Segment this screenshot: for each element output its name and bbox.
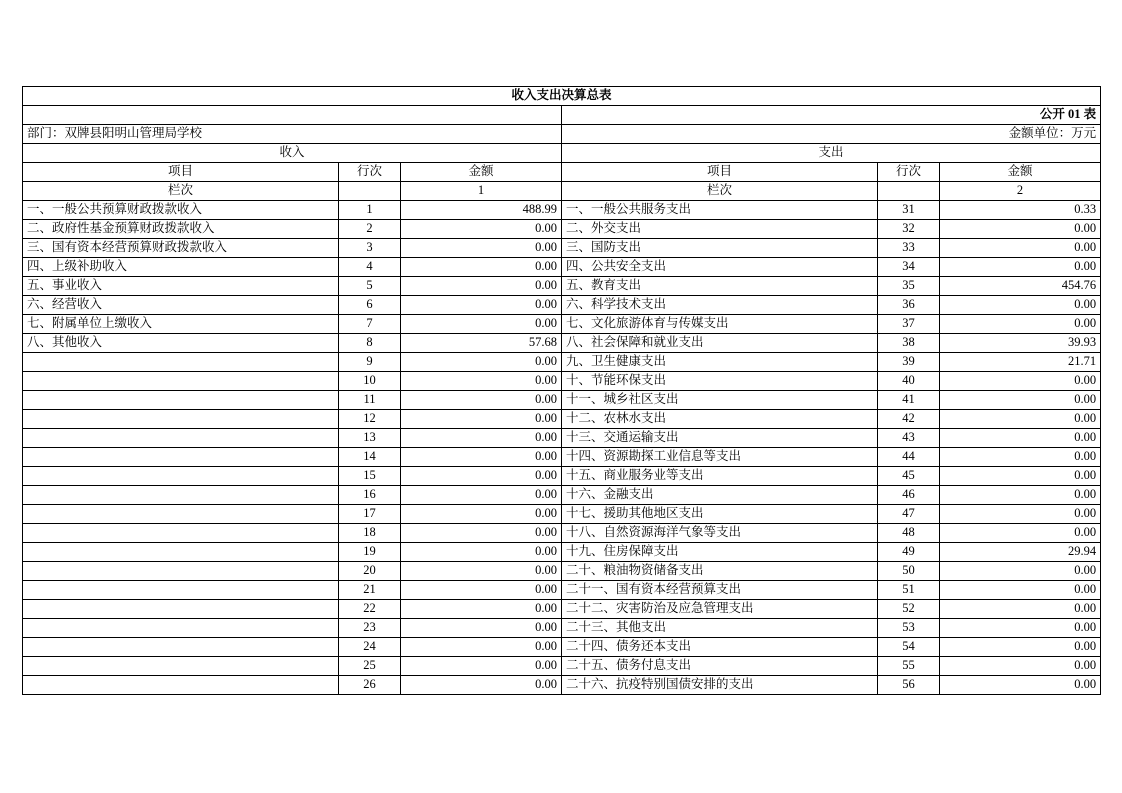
income-item-cell: 六、经营收入	[23, 296, 339, 315]
expense-rowno-cell: 45	[878, 467, 940, 486]
income-amount-cell: 0.00	[401, 600, 562, 619]
department-label: 部门：双牌县阳明山管理局学校	[23, 125, 562, 144]
table-row	[23, 448, 1101, 467]
income-rowno-cell: 2	[339, 220, 401, 239]
income-amount-cell: 0.00	[401, 657, 562, 676]
report-page	[22, 86, 1100, 695]
expense-item-cell: 九、卫生健康支出	[562, 353, 878, 372]
expense-amount-cell: 0.00	[940, 562, 1101, 581]
table-row	[23, 429, 1101, 448]
income-rowno-cell: 15	[339, 467, 401, 486]
expense-amount-cell: 29.94	[940, 543, 1101, 562]
income-item-cell	[23, 581, 339, 600]
income-amount-cell: 0.00	[401, 410, 562, 429]
expense-item-cell: 八、社会保障和就业支出	[562, 334, 878, 353]
expense-item-cell: 十五、商业服务业等支出	[562, 467, 878, 486]
expense-amount-cell: 0.00	[940, 638, 1101, 657]
expense-item-cell: 十、节能环保支出	[562, 372, 878, 391]
income-rowno-cell: 24	[339, 638, 401, 657]
table-row	[23, 239, 1101, 258]
expense-item-cell: 三、国防支出	[562, 239, 878, 258]
expense-rowno-cell: 53	[878, 619, 940, 638]
table-row	[23, 391, 1101, 410]
expense-amount-cell: 0.00	[940, 467, 1101, 486]
expense-rowno-cell: 46	[878, 486, 940, 505]
expense-rowno-cell: 42	[878, 410, 940, 429]
table-row	[23, 201, 1101, 220]
expense-rowno-cell: 31	[878, 201, 940, 220]
expense-rowno-cell: 54	[878, 638, 940, 657]
income-amount-cell: 0.00	[401, 220, 562, 239]
income-amount-cell: 0.00	[401, 239, 562, 258]
income-amount-cell: 0.00	[401, 315, 562, 334]
income-item-cell: 四、上级补助收入	[23, 258, 339, 277]
table-row	[23, 638, 1101, 657]
income-item-cell	[23, 562, 339, 581]
expense-rowno-cell: 44	[878, 448, 940, 467]
public-table-no: 公开 01 表	[562, 106, 1101, 125]
expense-amount-cell: 0.00	[940, 505, 1101, 524]
expense-rowno-cell: 52	[878, 600, 940, 619]
income-rowno-cell: 13	[339, 429, 401, 448]
income-rowno-cell: 3	[339, 239, 401, 258]
income-item-cell	[23, 638, 339, 657]
income-group-header: 收入	[23, 144, 562, 163]
table-row	[23, 334, 1101, 353]
expense-rowno-cell: 40	[878, 372, 940, 391]
expense-amount-cell: 0.00	[940, 581, 1101, 600]
income-amount-cell: 0.00	[401, 676, 562, 695]
expense-rowno-cell: 47	[878, 505, 940, 524]
expense-amount-cell: 0.00	[940, 258, 1101, 277]
income-item-cell	[23, 543, 339, 562]
income-rowno-cell: 17	[339, 505, 401, 524]
income-item-cell	[23, 619, 339, 638]
expense-amount-cell: 0.00	[940, 391, 1101, 410]
expense-amount-cell: 0.33	[940, 201, 1101, 220]
expense-rowno-cell: 35	[878, 277, 940, 296]
table-row	[23, 600, 1101, 619]
title-row	[23, 87, 1101, 106]
income-rowno-header: 行次	[339, 163, 401, 182]
income-item-cell: 一、一般公共预算财政拨款收入	[23, 201, 339, 220]
income-rowno-cell: 1	[339, 201, 401, 220]
income-amount-cell: 0.00	[401, 581, 562, 600]
expense-rowno-cell: 33	[878, 239, 940, 258]
expense-item-cell: 十八、自然资源海洋气象等支出	[562, 524, 878, 543]
dept-unit-row	[23, 125, 1101, 144]
income-amount-cell: 0.00	[401, 353, 562, 372]
expense-rowno-header: 行次	[878, 163, 940, 182]
expense-item-cell: 十六、金融支出	[562, 486, 878, 505]
expense-item-cell: 七、文化旅游体育与传媒支出	[562, 315, 878, 334]
table-row	[23, 657, 1101, 676]
income-rowno-cell: 12	[339, 410, 401, 429]
income-item-cell	[23, 448, 339, 467]
page-title: 收入支出决算总表	[23, 87, 1101, 106]
expense-rowno-cell: 56	[878, 676, 940, 695]
table-row	[23, 353, 1101, 372]
income-item-cell: 八、其他收入	[23, 334, 339, 353]
expense-amount-header: 金额	[940, 163, 1101, 182]
expense-column-label: 栏次	[562, 182, 878, 201]
expense-rowno-cell: 39	[878, 353, 940, 372]
income-rowno-cell: 18	[339, 524, 401, 543]
expense-amount-cell: 21.71	[940, 353, 1101, 372]
expense-amount-cell: 0.00	[940, 486, 1101, 505]
expense-rowno-cell: 34	[878, 258, 940, 277]
income-amount-cell: 0.00	[401, 562, 562, 581]
table-row	[23, 220, 1101, 239]
table-row	[23, 410, 1101, 429]
income-item-cell	[23, 353, 339, 372]
income-rowno-cell: 16	[339, 486, 401, 505]
table-row	[23, 296, 1101, 315]
expense-amount-cell: 0.00	[940, 600, 1101, 619]
income-colno-blank	[339, 182, 401, 201]
expense-rowno-cell: 36	[878, 296, 940, 315]
income-rowno-cell: 6	[339, 296, 401, 315]
column-no-row	[23, 182, 1101, 201]
table-row	[23, 562, 1101, 581]
expense-item-cell: 二十、粮油物资储备支出	[562, 562, 878, 581]
income-amount-cell: 0.00	[401, 448, 562, 467]
income-amount-cell: 0.00	[401, 486, 562, 505]
income-item-cell: 三、国有资本经营预算财政拨款收入	[23, 239, 339, 258]
expense-group-header: 支出	[562, 144, 1101, 163]
expense-item-cell: 二十二、灾害防治及应急管理支出	[562, 600, 878, 619]
table-row	[23, 372, 1101, 391]
income-rowno-cell: 10	[339, 372, 401, 391]
expense-rowno-cell: 37	[878, 315, 940, 334]
table-row	[23, 315, 1101, 334]
expense-item-cell: 六、科学技术支出	[562, 296, 878, 315]
expense-item-cell: 二十一、国有资本经营预算支出	[562, 581, 878, 600]
expense-item-cell: 二十五、债务付息支出	[562, 657, 878, 676]
income-item-cell	[23, 657, 339, 676]
expense-amount-cell: 0.00	[940, 410, 1101, 429]
expense-item-cell: 二十三、其他支出	[562, 619, 878, 638]
expense-item-cell: 二、外交支出	[562, 220, 878, 239]
income-amount-cell: 0.00	[401, 277, 562, 296]
income-item-cell: 七、附属单位上缴收入	[23, 315, 339, 334]
group-header-row	[23, 144, 1101, 163]
income-rowno-cell: 23	[339, 619, 401, 638]
income-rowno-cell: 5	[339, 277, 401, 296]
income-rowno-cell: 19	[339, 543, 401, 562]
income-amount-header: 金额	[401, 163, 562, 182]
income-rowno-cell: 22	[339, 600, 401, 619]
income-amount-cell: 0.00	[401, 258, 562, 277]
expense-item-cell: 十二、农林水支出	[562, 410, 878, 429]
income-rowno-cell: 14	[339, 448, 401, 467]
expense-item-cell: 十四、资源勘探工业信息等支出	[562, 448, 878, 467]
expense-rowno-cell: 43	[878, 429, 940, 448]
income-column-no: 1	[401, 182, 562, 201]
expense-colno-blank	[878, 182, 940, 201]
table-row	[23, 543, 1101, 562]
income-amount-cell: 0.00	[401, 429, 562, 448]
income-item-cell	[23, 391, 339, 410]
income-item-header: 项目	[23, 163, 339, 182]
table-row	[23, 505, 1101, 524]
table-row	[23, 676, 1101, 695]
expense-rowno-cell: 55	[878, 657, 940, 676]
income-amount-cell: 488.99	[401, 201, 562, 220]
income-column-label: 栏次	[23, 182, 339, 201]
expense-item-cell: 二十六、抗疫特别国债安排的支出	[562, 676, 878, 695]
income-rowno-cell: 25	[339, 657, 401, 676]
expense-rowno-cell: 38	[878, 334, 940, 353]
income-amount-cell: 0.00	[401, 543, 562, 562]
income-item-cell	[23, 410, 339, 429]
income-amount-cell: 0.00	[401, 391, 562, 410]
income-item-cell: 二、政府性基金预算财政拨款收入	[23, 220, 339, 239]
income-rowno-cell: 9	[339, 353, 401, 372]
expense-rowno-cell: 48	[878, 524, 940, 543]
expense-item-cell: 二十四、债务还本支出	[562, 638, 878, 657]
expense-rowno-cell: 49	[878, 543, 940, 562]
expense-amount-cell: 0.00	[940, 315, 1101, 334]
expense-rowno-cell: 32	[878, 220, 940, 239]
income-item-cell	[23, 676, 339, 695]
expense-item-cell: 一、一般公共服务支出	[562, 201, 878, 220]
expense-item-cell: 十七、援助其他地区支出	[562, 505, 878, 524]
income-amount-cell: 0.00	[401, 372, 562, 391]
expense-item-cell: 四、公共安全支出	[562, 258, 878, 277]
table-row	[23, 524, 1101, 543]
income-item-cell	[23, 600, 339, 619]
income-rowno-cell: 21	[339, 581, 401, 600]
income-amount-cell: 0.00	[401, 524, 562, 543]
expense-item-cell: 十三、交通运输支出	[562, 429, 878, 448]
expense-rowno-cell: 50	[878, 562, 940, 581]
expense-amount-cell: 0.00	[940, 676, 1101, 695]
income-item-cell	[23, 429, 339, 448]
expense-rowno-cell: 51	[878, 581, 940, 600]
amount-unit-label: 金额单位：万元	[562, 125, 1101, 144]
table-row	[23, 486, 1101, 505]
income-item-cell	[23, 372, 339, 391]
public-table-no-row	[23, 106, 1101, 125]
table-row	[23, 277, 1101, 296]
expense-item-cell: 十一、城乡社区支出	[562, 391, 878, 410]
expense-amount-cell: 454.76	[940, 277, 1101, 296]
expense-item-cell: 五、教育支出	[562, 277, 878, 296]
expense-amount-cell: 0.00	[940, 657, 1101, 676]
income-item-cell: 五、事业收入	[23, 277, 339, 296]
table-row	[23, 467, 1101, 486]
income-amount-cell: 0.00	[401, 619, 562, 638]
income-amount-cell: 57.68	[401, 334, 562, 353]
expense-rowno-cell: 41	[878, 391, 940, 410]
expense-amount-cell: 39.93	[940, 334, 1101, 353]
income-amount-cell: 0.00	[401, 505, 562, 524]
income-rowno-cell: 7	[339, 315, 401, 334]
expense-amount-cell: 0.00	[940, 448, 1101, 467]
income-item-cell	[23, 467, 339, 486]
table-row	[23, 581, 1101, 600]
income-amount-cell: 0.00	[401, 638, 562, 657]
spacer-left	[23, 106, 562, 125]
expense-amount-cell: 0.00	[940, 429, 1101, 448]
expense-column-no: 2	[940, 182, 1101, 201]
column-header-row	[23, 163, 1101, 182]
income-rowno-cell: 26	[339, 676, 401, 695]
table-row	[23, 258, 1101, 277]
income-item-cell	[23, 524, 339, 543]
budget-summary-table	[22, 86, 1101, 695]
expense-amount-cell: 0.00	[940, 239, 1101, 258]
income-rowno-cell: 20	[339, 562, 401, 581]
income-rowno-cell: 4	[339, 258, 401, 277]
expense-amount-cell: 0.00	[940, 220, 1101, 239]
income-rowno-cell: 8	[339, 334, 401, 353]
income-rowno-cell: 11	[339, 391, 401, 410]
table-row	[23, 619, 1101, 638]
expense-amount-cell: 0.00	[940, 619, 1101, 638]
expense-item-cell: 十九、住房保障支出	[562, 543, 878, 562]
income-item-cell	[23, 486, 339, 505]
expense-amount-cell: 0.00	[940, 524, 1101, 543]
income-amount-cell: 0.00	[401, 296, 562, 315]
expense-amount-cell: 0.00	[940, 296, 1101, 315]
expense-item-header: 项目	[562, 163, 878, 182]
expense-amount-cell: 0.00	[940, 372, 1101, 391]
income-amount-cell: 0.00	[401, 467, 562, 486]
income-item-cell	[23, 505, 339, 524]
